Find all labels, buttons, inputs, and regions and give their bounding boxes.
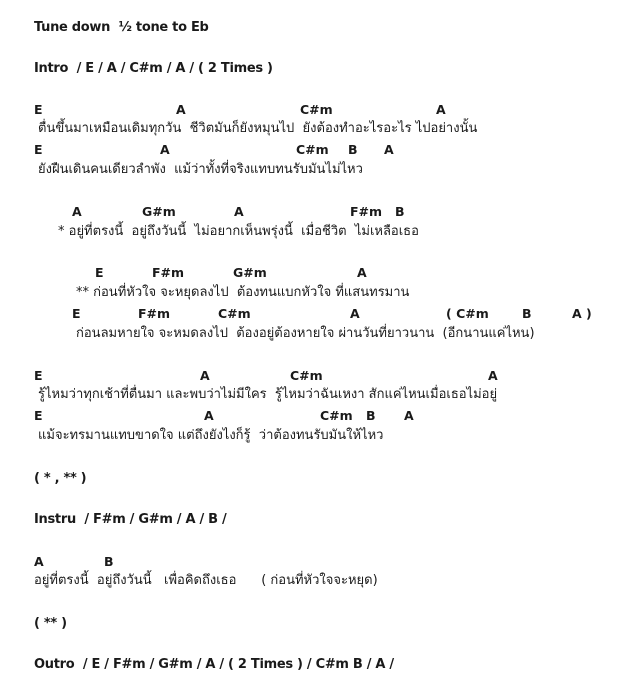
lyric-line: ยังฝืนเดินคนเดียวลำพัง แม้ว่าทั้งที่จริงแทบทนรับมันไม่ไหว	[38, 162, 363, 177]
chord: A	[234, 204, 244, 219]
chord: F#m	[350, 204, 383, 219]
chord: A	[350, 306, 360, 321]
outro-line: Outro / E / F#m / G#m / A / ( 2 Times ) / C#m B / A /	[34, 657, 394, 672]
chord: A	[404, 408, 414, 423]
chord: F#m	[138, 306, 171, 321]
chord: A	[488, 368, 498, 383]
chord: A	[204, 408, 214, 423]
repeat-marker: ( * , ** )	[34, 471, 87, 486]
chord: A	[72, 204, 82, 219]
chord: B	[348, 142, 358, 157]
intro-line: Intro / E / A / C#m / A / ( 2 Times )	[34, 61, 273, 76]
chord: A	[357, 265, 367, 280]
lyric-line: ** ก่อนที่หัวใจ จะหยุดลงไป ต้องทนแบกหัวใจ ที่แสนทรมาน	[76, 285, 410, 300]
repeat-marker: ( ** )	[34, 616, 67, 631]
lyric-line: ก่อนลมหายใจ จะหมดลงไป ต้องอยู่ต้องหายใจ ผ่านวันที่ยาวนาน (อีกนานแค่ไหน)	[76, 326, 535, 341]
chord: A	[176, 102, 186, 117]
chord: C#m	[296, 142, 329, 157]
chord: A	[34, 554, 44, 569]
chord: F#m	[152, 265, 185, 280]
lyric-line: รู้ไหมว่าทุกเช้าที่ตื่นมา และพบว่าไม่มีใคร รู้ไหมว่าฉันเหงา สักแค่ไหนเมื่อเธอไม่อยู่	[38, 387, 498, 402]
chord: E	[34, 368, 43, 383]
chord: E	[34, 408, 43, 423]
chord: ( C#m	[446, 306, 489, 321]
chord: B	[366, 408, 376, 423]
chord: C#m	[300, 102, 333, 117]
chord: B	[522, 306, 532, 321]
chord: C#m	[320, 408, 353, 423]
chord: E	[34, 142, 43, 157]
instru-line: Instru / F#m / G#m / A / B /	[34, 512, 227, 527]
chord: G#m	[233, 265, 267, 280]
chord: B	[104, 554, 114, 569]
chord: B	[395, 204, 405, 219]
chord: A	[436, 102, 446, 117]
chord: E	[95, 265, 104, 280]
lyric-line: แม้จะทรมานแทบขาดใจ แต่ถึงยังไงก็รู้ ว่าต้องทนรับมันให้ไหว	[38, 428, 384, 443]
lyric-line: อยู่ที่ตรงนี้ อยู่ถึงวันนี้ เพื่อคิดถึงเธอ ( ก่อนที่หัวใจจะหยุด)	[34, 573, 378, 588]
chord: A	[200, 368, 210, 383]
chord: A	[160, 142, 170, 157]
chord: G#m	[142, 204, 176, 219]
chord: A )	[572, 306, 592, 321]
chord: A	[384, 142, 394, 157]
chord: E	[72, 306, 81, 321]
chord: C#m	[290, 368, 323, 383]
tuning-note: Tune down ½ tone to Eb	[34, 20, 209, 35]
lyric-line: ตื่นขึ้นมาเหมือนเดิมทุกวัน ชีวิตมันก็ยังหมุนไป ยังต้องทำอะไรอะไร ไปอย่างนั้น	[38, 121, 478, 136]
chord: E	[34, 102, 43, 117]
chord: C#m	[218, 306, 251, 321]
lyric-line: * อยู่ที่ตรงนี้ อยู่ถึงวันนี้ ไม่อยากเห็นพรุ่งนี้ เมื่อชีวิต ไม่เหลือเธอ	[58, 224, 419, 239]
